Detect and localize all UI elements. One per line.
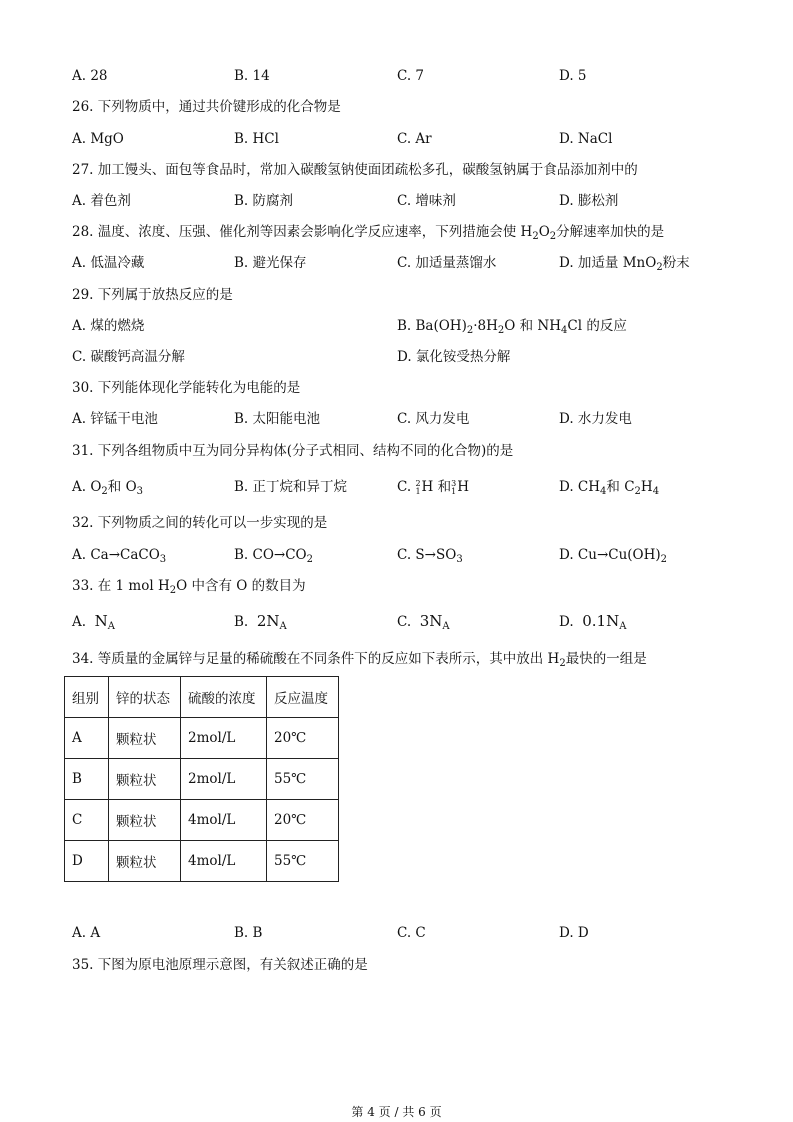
q30-option-c: C. 风力发电 [397,411,470,427]
q27-option-a: A. 着色剂 [72,193,131,209]
table-cell: B [65,759,109,800]
table-cell: 4mol/L [181,841,267,882]
table-cell: 55℃ [267,759,339,800]
q33-option-a: A. $N_A$ [72,612,115,632]
q31-option-d: D. $CH_4$和 $C_2H_4$ [559,479,660,497]
q32-option-b: B. $CO\to CO_2$ [234,547,313,565]
table-cell: 2mol/L [181,718,267,759]
table-cell: 4mol/L [181,800,267,841]
table-cell: 55℃ [267,841,339,882]
q33-option-c: C. $3N_A$ [397,612,450,632]
q30-option-d: D. 水力发电 [559,411,632,427]
q26-option-c: C. Ar [397,131,432,147]
q34-option-b: B. B [234,925,263,941]
q29-option-a: A. 煤的燃烧 [72,318,145,334]
q29-option-b: B. $Ba(OH)_2\cdot 8H_2O$ 和 $NH_4Cl$ 的反应 [397,318,627,336]
table-cell: A [65,718,109,759]
q26-option-a: A. MgO [72,131,124,147]
q25-option-a: A. 28 [72,68,108,84]
table-cell: 颗粒状 [109,718,181,759]
q25-option-c: C. 7 [397,68,425,84]
q32-option-a: A. Ca→CaCO$_3$ [72,547,167,565]
q34-stem: 34. 等质量的金属锌与足量的稀硫酸在不同条件下的反应如下表所示，其中放出 $H_2$最快的一组是 [72,651,647,669]
table-row [65,800,339,841]
q29-option-d: D. 氯化铵受热分解 [397,349,511,365]
q31-option-b: B. 正丁烷和异丁烷 [234,479,348,495]
q27-option-d: D. 膨松剂 [559,193,619,209]
q30-stem: 30. 下列能体现化学能转化为电能的是 [72,380,301,396]
table-cell: 20℃ [267,718,339,759]
q31-option-c: C. 2 1 H 和 3 1 H [397,478,469,496]
table-cell: D [65,841,109,882]
q27-option-b: B. 防腐剂 [234,193,294,209]
q33-option-b: B. $2N_A$ [234,612,287,632]
q26-option-b: B. HCl [234,131,279,147]
q31-option-a: A. $O_2$和 $O_3$ [72,479,144,497]
table-header-cell: 锌的状态 [109,677,181,718]
q27-option-c: C. 增味剂 [397,193,456,209]
q25-option-b: B. 14 [234,68,270,84]
q33-stem: 33. 在 1 mol $H_2O$ 中含有 O 的数目为 [72,578,306,596]
q32-stem: 32. 下列物质之间的转化可以一步实现的是 [72,515,328,531]
q29-stem: 29. 下列属于放热反应的是 [72,287,233,303]
page-footer: 第 4 页 / 共 6 页 [351,1105,442,1119]
table-cell: 颗粒状 [109,800,181,841]
nuclide-h3-notation: 3 1 [451,478,457,496]
q28-option-b: B. 避光保存 [234,255,307,271]
q29-option-c: C. 碳酸钙高温分解 [72,349,185,365]
q34-option-a: A. A [72,925,101,941]
table-row [65,759,339,800]
table-row [65,718,339,759]
table-header-cell: 硫酸的浓度 [181,677,267,718]
table-cell: 2mol/L [181,759,267,800]
q32-option-d: D. $Cu\to Cu(OH)_2$ [559,547,668,565]
q30-option-b: B. 太阳能电池 [234,411,321,427]
nuclide-h2-notation: 2 1 [415,478,421,496]
q28-option-a: A. 低温冷藏 [72,255,145,271]
q35-stem: 35. 下图为原电池原理示意图，有关叙述正确的是 [72,957,368,973]
table-header-cell: 组别 [65,677,109,718]
q33-option-d: D. $0.1N_A$ [559,612,627,632]
q27-stem: 27. 加工馒头、面包等食品时，常加入碳酸氢钠使面团疏松多孔，碳酸氢钠属于食品添加剂中的 [72,162,638,178]
q25-option-d: D. 5 [559,68,587,84]
table-cell: 颗粒状 [109,841,181,882]
table-header-cell: 反应温度 [267,677,339,718]
table-cell: 20℃ [267,800,339,841]
q28-option-d: D. 加适量 MnO$_2$粉末 [559,255,690,273]
q26-option-d: D. NaCl [559,131,613,147]
q28-option-c: C. 加适量蒸馏水 [397,255,497,271]
q26-stem: 26. 下列物质中，通过共价键形成的化合物是 [72,99,341,115]
table-header-row [65,677,339,718]
q31-stem: 31. 下列各组物质中互为同分异构体(分子式相同、结构不同的化合物)的是 [72,443,514,459]
q32-option-c: C. $S\to SO_3$ [397,547,463,565]
table-row [65,841,339,882]
q34-option-c: C. C [397,925,426,941]
q34-option-d: D. D [559,925,589,941]
reaction-conditions-table [64,676,339,882]
q28-stem: 28. 温度、浓度、压强、催化剂等因素会影响化学反应速率，下列措施会使 $H_2O_2$分解速率加快的是 [72,224,665,242]
q30-option-a: A. 锌锰干电池 [72,411,158,427]
table-cell: 颗粒状 [109,759,181,800]
table-cell: C [65,800,109,841]
